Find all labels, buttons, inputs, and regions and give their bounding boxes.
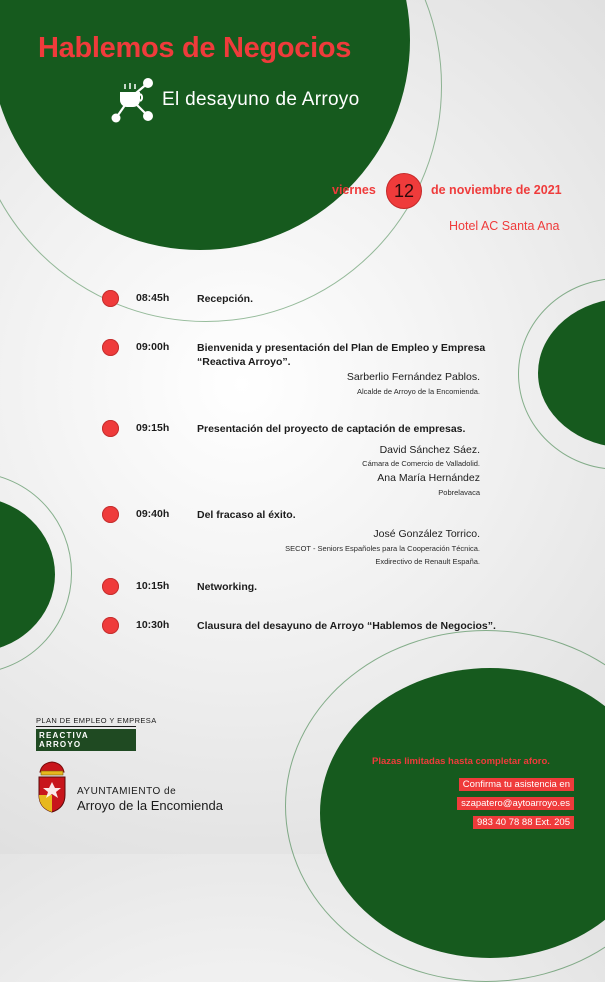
speaker-org: SECOT - Seniors Españoles para la Cooperación Técnica. — [285, 544, 480, 553]
agenda-time: 09:15h — [136, 422, 170, 434]
event-venue: Hotel AC Santa Ana — [449, 219, 560, 233]
bullet-dot-icon — [102, 290, 119, 307]
speaker-name: Ana María Hernández — [377, 472, 480, 484]
date-weekday: viernes — [332, 183, 376, 197]
speaker-name: David Sánchez Sáez. — [379, 444, 480, 456]
speaker-org: Cámara de Comercio de Valladolid. — [362, 459, 480, 468]
plan-logo-line2: REACTIVA ARROYO — [36, 729, 136, 751]
agenda-time: 10:15h — [136, 580, 170, 592]
bullet-dot-icon — [102, 617, 119, 634]
speaker-org: Exdirectivo de Renault España. — [375, 557, 480, 566]
plan-empleo-logo — [36, 716, 157, 752]
speaker-name: José González Torrico. — [373, 528, 480, 540]
bullet-dot-icon — [102, 339, 119, 356]
date-day-badge: 12 — [386, 173, 422, 209]
coat-of-arms-icon — [36, 760, 68, 818]
agenda-item — [102, 339, 522, 409]
speaker-org: Pobrelavaca — [438, 488, 480, 497]
contact-phone[interactable]: 983 40 78 88 Ext. 205 — [473, 816, 574, 829]
ayto-line2: Arroyo de la Encomienda — [77, 798, 223, 813]
agenda-item — [102, 420, 522, 500]
bullet-dot-icon — [102, 578, 119, 595]
speaker-org: Alcalde de Arroyo de la Encomienda. — [357, 387, 480, 396]
agenda-time: 09:40h — [136, 508, 170, 520]
subtitle: El desayuno de Arroyo — [162, 89, 360, 110]
agenda-title: Clausura del desayuno de Arroyo “Hablemos de Negocios”. — [197, 620, 496, 632]
agenda-title: Recepción. — [197, 293, 254, 305]
ayuntamiento-logo — [77, 786, 223, 813]
agenda-item — [102, 506, 522, 576]
page-title: Hablemos de Negocios — [38, 32, 352, 64]
plazas-note: Plazas limitadas hasta completar aforo. — [372, 756, 550, 767]
agenda-time: 10:30h — [136, 619, 170, 631]
coffee-network-icon — [108, 74, 158, 124]
date-month-year: de noviembre de 2021 — [431, 183, 562, 197]
agenda-title: Presentación del proyecto de captación de empresas. — [197, 423, 466, 435]
contact-block — [457, 774, 574, 831]
contact-email-link[interactable]: szapatero@aytoarroyo.es — [457, 797, 574, 810]
bullet-dot-icon — [102, 506, 119, 523]
agenda-title: Bienvenida y presentación del Plan de Empleo y Empresa “Reactiva Arroyo”. — [197, 342, 486, 368]
event-date — [332, 173, 582, 207]
agenda-title: Del fracaso al éxito. — [197, 509, 296, 521]
ayto-line1: AYUNTAMIENTO de — [77, 786, 177, 797]
agenda-title: Networking. — [197, 581, 258, 593]
agenda-time: 09:00h — [136, 341, 170, 353]
plan-logo-line1: PLAN DE EMPLEO Y EMPRESA — [36, 716, 157, 725]
confirm-label: Confirma tu asistencia en — [459, 778, 574, 791]
agenda-time: 08:45h — [136, 292, 170, 304]
bullet-dot-icon — [102, 420, 119, 437]
speaker-name: Sarberlio Fernández Pablos. — [346, 371, 480, 383]
